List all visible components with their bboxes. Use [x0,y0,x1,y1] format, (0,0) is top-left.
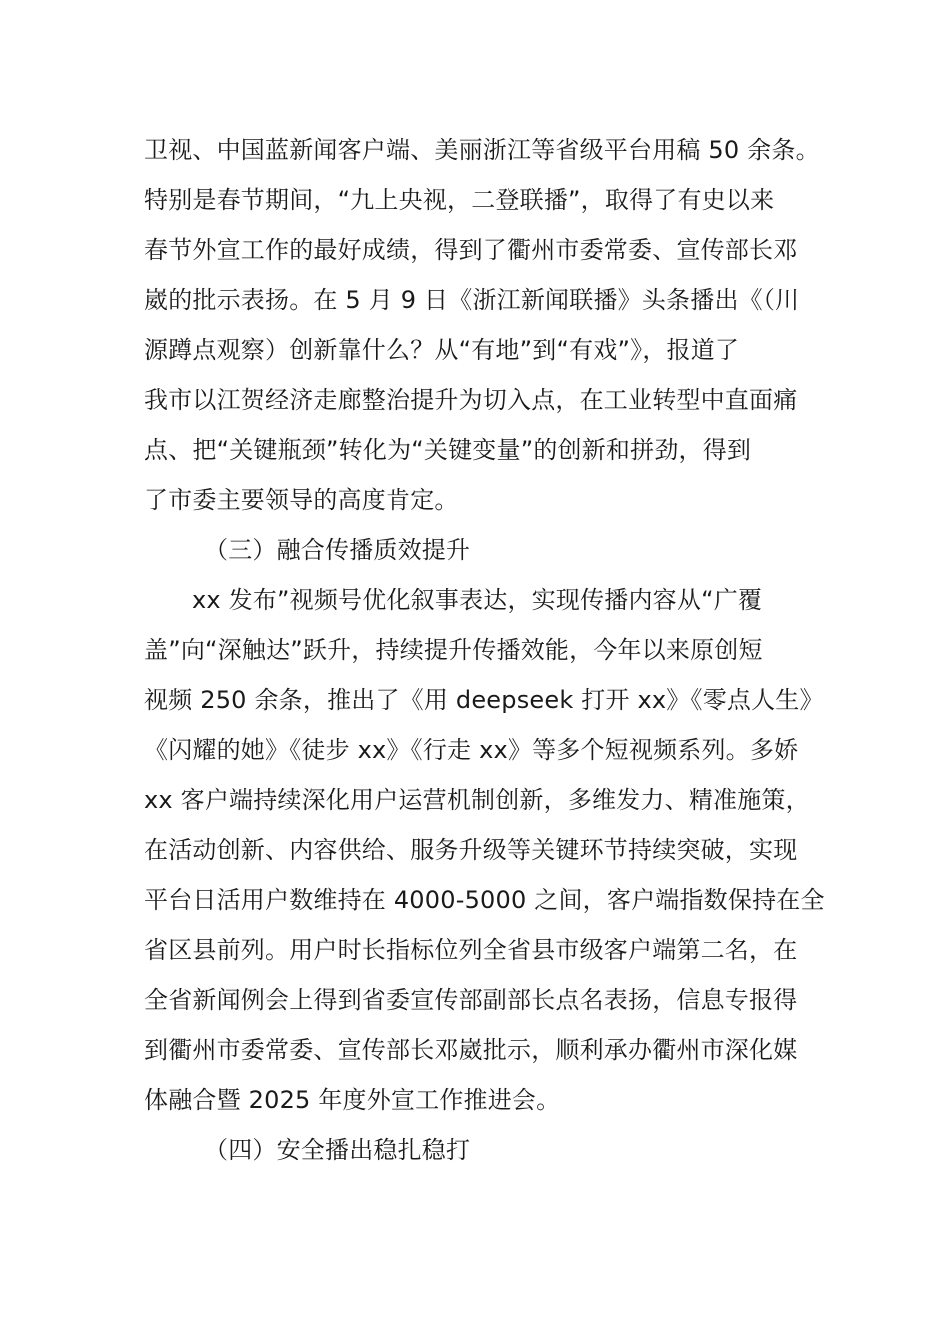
text-line: 体融合暨 2025 年度外宣工作推进会。 [144,1086,561,1114]
text-line: 省区县前列。用户时长指标位列全省县市级客户端第二名，在 [144,936,798,964]
text-line: 盖”向“深触达”跃升，持续提升传播效能，今年以来原创短 [144,636,763,664]
text-line: 源蹲点观察）创新靠什么？从“有地”到“有戏”》，报道了 [144,336,740,364]
text-line: 全省新闻例会上得到省委宣传部副部长点名表扬，信息专报得 [144,986,798,1014]
text-line: 点、把“关键瓶颈”转化为“关键变量”的创新和拼劲，得到 [144,436,752,464]
text-line: 平台日活用户数维持在 4000-5000 之间，客户端指数保持在全 [144,886,825,914]
text-line: 春节外宣工作的最好成绩，得到了衢州市委常委、宣传部长邓 [144,236,798,264]
section-heading: （三）融合传播质效提升 [204,536,471,564]
text-line: 到衢州市委常委、宣传部长邓崴批示，顺利承办衢州市深化媒 [144,1036,798,1064]
text-line: 了市委主要领导的高度肯定。 [144,486,459,514]
section-heading: （四）安全播出稳扎稳打 [204,1136,471,1164]
text-line: xx 客户端持续深化用户运营机制创新，多维发力、精准施策， [144,786,810,814]
text-line: 卫视、中国蓝新闻客户端、美丽浙江等省级平台用稿 50 余条。 [144,136,820,164]
text-line: 我市以江贺经济走廊整治提升为切入点，在工业转型中直面痛 [144,386,798,414]
text-line: 特别是春节期间，“九上央视，二登联播”，取得了有史以来 [144,186,775,214]
text-line: 崴的批示表扬。在 5 月 9 日《浙江新闻联播》头条播出《（川 [144,286,800,314]
text-line: 《闪耀的她》《徒步 xx》《行走 xx》等多个短视频系列。多娇 [144,736,799,764]
text-line: 在活动创新、内容供给、服务升级等关键环节持续突破，实现 [144,836,798,864]
text-line: xx 发布”视频号优化叙事表达，实现传播内容从“广覆 [192,586,763,614]
text-line: 视频 250 余条，推出了《用 deepseek 打开 xx》《零点人生》 [144,686,824,714]
